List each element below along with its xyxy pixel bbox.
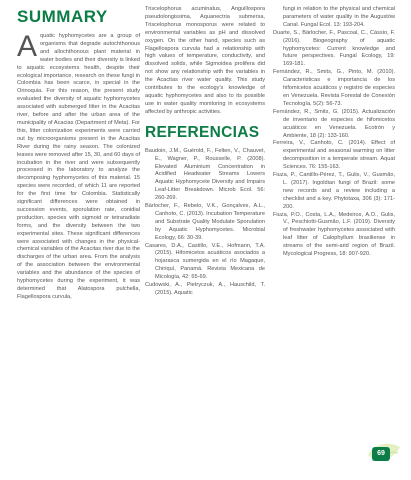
summary-heading: SUMMARY: [17, 7, 108, 26]
column-right: [273, 6, 395, 259]
references-heading: REFERENCIAS: [145, 123, 260, 141]
reference-item: Baudoin, J.M., Guérold, F., Felten, V., Chauvet, E., Wagner, P., Rousselle, P. (2008). Elevated Aluminium Concentration in Acidified Headwater Streams Lowers Aquatic Hyphomycete Diversity and Impairs Leaf-Litter Breakdown. Microb Ecol. 56: 260-269.: [145, 147, 265, 202]
column-middle: [145, 6, 265, 298]
reference-item: Duarte, S., Bärlocher, F., Pascoal, C., Cássio, F. (2016). Biogeography of aquatic hyphomycetes: Current knowledge and future perspectives. Fungal Ecology, 19: 169-181.: [273, 29, 395, 68]
reference-item: Fernández, R., Smits, G. (2015). Actualización de inventario de especies de hifomicetos acuáticos en Venezuela. Ecotrón y Ambiente, 18 (2): 133-160.: [273, 108, 395, 139]
reference-item: Casares, D.A., Castillo, V.E., Hofmann, T.A. (2015). Hifomicetos acuáticos asociados a hojarasca sumergida en el río Magaque, Chiriquí, Panamá. Revista Mexicana de Micología, 42: 65-69.: [145, 242, 265, 281]
reference-item: Fiuza, P.O., Costa, L.A., Medeiros, A.O., Gulis, V., Peschiotti-Gusmão, L.F. (2019). Diversity of freshwater hyphomycetes associated with leaf litter of Calophyllum brasiliense in streams of the semi-arid region of Brazil. Mycological Progress, 18: 907-920.: [273, 211, 395, 258]
summary-body: [17, 30, 140, 302]
column-left: [17, 6, 140, 302]
reference-item: Cudowski, A., Pietryczuk, A., Hauschild, T. (2015). Aquatic: [145, 282, 265, 296]
reference-item: Fiuza, P., Cantillo-Pérez, T., Gulis, V., Gusmão, L. (2017). Ingoldian fungi of Brazil: some new records and a review including a checklist and a key. Phytotaxa, 306 (3): 171-200.: [273, 172, 395, 210]
reference-item: Ferreira, V., Canhoto, C. (2014). Effect of experimental and seasonal warming on litter decomposition in a temperate stream. Aquat Sciences. 76: 155-163.: [273, 140, 395, 171]
summary-text-part1: quatic hyphomycetes are a group of organisms that degrade autochthonous and allochthonous plant material in water bodies and their diversity is linked to aquatic ecosystems health, despite their ecological importance, research on these fungi in Colombia has been scarce, in special in the Orinoquia. For this reason, the present study evaluated the diversity of aquatic hyphomycetes associated with submerged litter in the Acacitas river, before and after the urban area of the municipality of Acacias (Department of Meta). For this, litter colonization experiments were carried out by microorganisms present in the Acacitas River during the rainy season. The colonized leaves were removed after 15, 30, and 60 days of incubation in the river and were subsequently processed in the laboratory to analyze the decomposing hyphomycetes of this material. 15 species were recorded, of which 11 are reported for the first time for Colombia. Statistically significant differences were obtained in succession events, sporulation rate, conidial production, species with sigmoid or tetraradiate forms, and the diversity between the two experimental sites. These significant differences were associated with changes in the physical-chemical variables of the Acacitas river due to the discharges of the urban area. From the analysis of the association between the environmental variables and the abundance of the species of hyphomycetes during the experiment, it was determined that Alatospora pulchella, Flagellospora curvula,: [17, 33, 140, 300]
reference-continuation: fungi in relation to the physical and chemical parameters of water quality in the Augustów Canal. Fungal Ecol. 13: 193-204.: [283, 6, 395, 28]
page-number-badge: 69: [372, 447, 390, 461]
reference-item: Fernández, R., Smits, G., Pinto, M. (2010). Caracteristicas e importancia de los hifomicetos acuáticos y registro de especies en Venezuela. Revista Forestal de Conexión Tecnología, 5(2): 56-73.: [273, 69, 395, 107]
reference-item: Bärlocher, F., Rebelo, V.K., Gonçalves, A.L., Canhoto, C. (2013). Incubation Temperature and Substrate Quality Modulate Sporulation by Aquatic Hyphomycetes. Microbial Ecology, 66: 30-39.: [145, 203, 265, 241]
summary-text-part2: Triscelophorus acuminatus, Anguillospora pseudolongissima, Aquanectria submersa, Triscelophorus monosporus were related to environmental variables as pH and dissolved oxygen. On the other hand, species such as Flagellospora curvula had a relationship with high values of temperature, conductivity, and dissolved solids, while Sigmoidea prolifera did not show any relationship with the variables in the Acacitas river water quality. This study contributes to the ecology's knowledge of aquatic hyphomycetes and also to its possible use in water quality monitoring in ecosystems affected by anthropic activities.: [145, 6, 265, 115]
summary-dropcap: A: [17, 30, 38, 63]
